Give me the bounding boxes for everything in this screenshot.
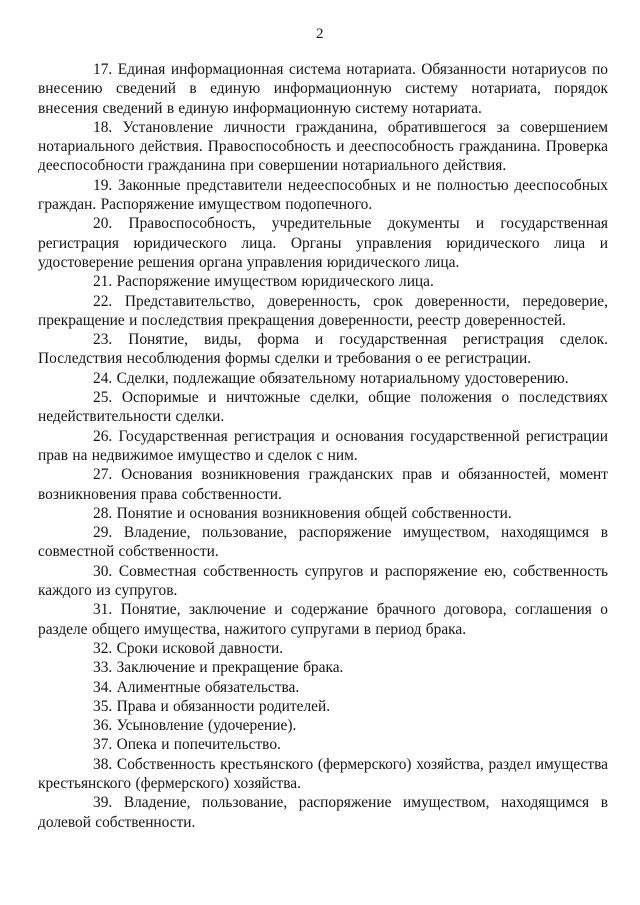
list-item: 29. Владение, пользование, распоряжение имуществом, находящимся в совместной собственности. [38, 524, 608, 561]
list-item: 35. Права и обязанности родителей. [93, 697, 331, 715]
list-item: 27. Основания возникновения гражданских прав и обязанностей, момент возникновения права собственности. [38, 466, 608, 503]
document-body [38, 60, 608, 832]
list-item: 26. Государственная регистрация и основания государственной регистрации прав на недвижимое имущество и сделок с ним. [38, 427, 608, 464]
list-item: 38. Собственность крестьянского (фермерского) хозяйства, раздел имущества крестьянского (фермерского) хозяйства. [38, 755, 608, 792]
list-item: 33. Заключение и прекращение брака. [93, 659, 344, 677]
list-item: 32. Сроки исковой давности. [93, 639, 284, 657]
list-item: 22. Представительство, доверенность, срок доверенности, передоверие, прекращение и последствия прекращения доверенности, реестр доверенностей. [38, 292, 608, 329]
list-item: 24. Сделки, подлежащие обязательному нотариальному удостоверению. [93, 369, 569, 387]
list-item: 37. Опека и попечительство. [93, 736, 281, 754]
list-item: 36. Усыновление (удочерение). [93, 717, 297, 735]
list-item: 39. Владение, пользование, распоряжение имуществом, находящимся в долевой собственности. [38, 794, 608, 831]
list-item: 34. Алиментные обязательства. [93, 678, 300, 696]
list-item: 20. Правоспособность, учредительные документы и государственная регистрация юридического лица. Органы управления юридического лица и удостоверение решения органа управления юридического лица. [38, 215, 608, 271]
list-item: 25. Оспоримые и ничтожные сделки, общие положения о последствиях недействительности сделки. [38, 389, 608, 426]
list-item: 28. Понятие и основания возникновения общей собственности. [93, 504, 512, 522]
list-item: 18. Установление личности гражданина, обратившегося за совершением нотариального действия. Правоспособность и дееспособность гражданина. Проверка дееспособности гражданина при совершении нотариального действия. [38, 118, 608, 175]
list-item: 31. Понятие, заключение и содержание брачного договора, соглашения о разделе общего имущества, нажитого супругами в период брака. [38, 601, 608, 638]
list-item: 30. Совместная собственность супругов и распоряжение ею, собственность каждого из супругов. [38, 562, 608, 600]
page-number: 2 [316, 26, 324, 42]
list-item: 17. Единая информационная система нотариата. Обязанности нотариусов по внесению сведений в единую информационную систему нотариата, порядок внесения сведений в единую информационную систему нотариата. [38, 61, 608, 117]
list-item: 21. Распоряжение имуществом юридического лица. [93, 273, 434, 291]
list-item: 23. Понятие, виды, форма и государственная регистрация сделок. Последствия несоблюдения формы сделки и требования о ее регистрации. [38, 331, 608, 368]
list-item: 19. Законные представители недееспособных и не полностью дееспособных граждан. Распоряжение имуществом подопечного. [38, 176, 608, 214]
